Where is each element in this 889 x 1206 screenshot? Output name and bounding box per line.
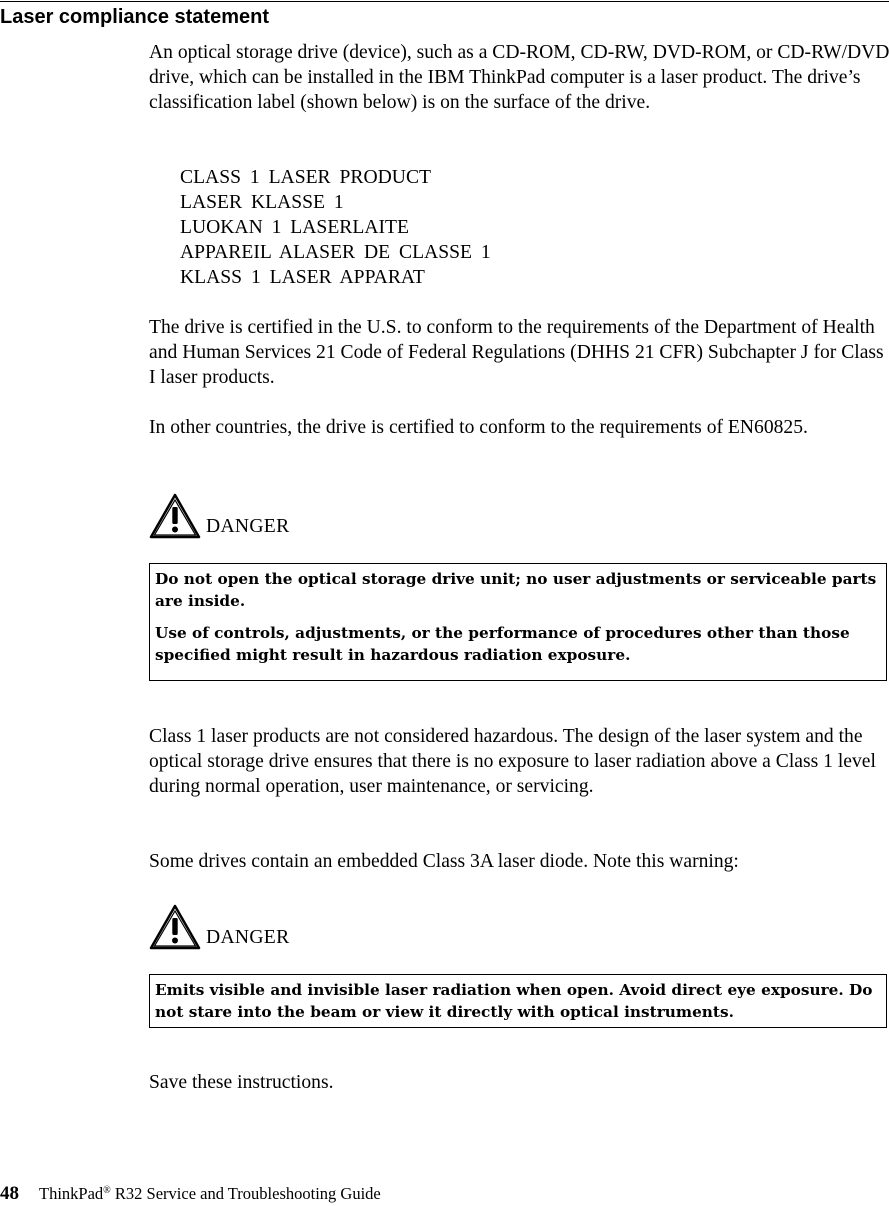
save-paragraph <box>149 1070 889 1095</box>
page-number: 48 <box>0 1183 19 1204</box>
intro-paragraph <box>149 40 889 115</box>
danger-box-2 <box>149 974 887 1028</box>
class-label: APPAREIL ALASER DE CLASSE 1 <box>180 242 491 263</box>
danger-text: Do not open the optical storage drive unit; no user adjustments or serviceable parts are inside. <box>155 570 877 610</box>
class-label: LUOKAN 1 LASERLAITE <box>180 217 409 238</box>
danger-heading-1 <box>149 492 449 540</box>
guide-title <box>39 1184 381 1203</box>
danger-label: DANGER <box>206 516 290 537</box>
us-certification-paragraph <box>149 315 889 390</box>
page-footer <box>0 1183 381 1205</box>
intro-text: An optical storage drive (device), such as a CD-ROM, CD-RW, DVD-ROM, or CD-RW/DVD drive, which can be installed in the IBM ThinkPad computer is a laser product. The drive’s classification label (shown below) is on the surface of the drive. <box>149 42 889 113</box>
other-certification-paragraph <box>149 415 889 440</box>
class-label: KLASS 1 LASER APPARAT <box>180 267 425 288</box>
warning-triangle-icon <box>149 903 201 951</box>
class3a-paragraph <box>149 849 889 874</box>
class1-text: Class 1 laser products are not considered hazardous. The design of the laser system and the optical storage drive ensures that there is no exposure to laser radiation above a Class 1 level during normal operation, user maintenance, or servicing. <box>149 726 876 797</box>
guide-subtitle: R32 Service and Troubleshooting Guide <box>110 1184 381 1203</box>
class3a-text: Some drives contain an embedded Class 3A laser diode. Note this warning: <box>149 851 739 872</box>
classification-label-list <box>180 165 491 290</box>
danger-label: DANGER <box>206 927 290 948</box>
danger-text: Emits visible and invisible laser radiation when open. Avoid direct eye exposure. Do not stare into the beam or view it directly with optical instruments. <box>155 981 873 1021</box>
header-rule <box>0 1 889 2</box>
us-cert-text: The drive is certified in the U.S. to conform to the requirements of the Department of Health and Human Services 21 Code of Federal Regulations (DHHS 21 CFR) Subchapter J for Class I laser products. <box>149 317 884 388</box>
guide-brand: ThinkPad <box>39 1184 104 1203</box>
section-heading: Laser compliance statement <box>0 6 269 28</box>
class1-paragraph <box>149 724 889 799</box>
warning-triangle-icon <box>149 492 201 540</box>
class-label: CLASS 1 LASER PRODUCT <box>180 167 431 188</box>
danger-heading-2 <box>149 903 449 951</box>
class-label: LASER KLASSE 1 <box>180 192 344 213</box>
danger-text: Use of controls, adjustments, or the performance of procedures other than those specified might result in hazardous radiation exposure. <box>155 624 850 664</box>
trademark-symbol: ® <box>103 1185 111 1196</box>
danger-box-1 <box>149 563 887 681</box>
other-cert-text: In other countries, the drive is certified to conform to the requirements of EN60825. <box>149 417 808 438</box>
save-text: Save these instructions. <box>149 1072 334 1093</box>
